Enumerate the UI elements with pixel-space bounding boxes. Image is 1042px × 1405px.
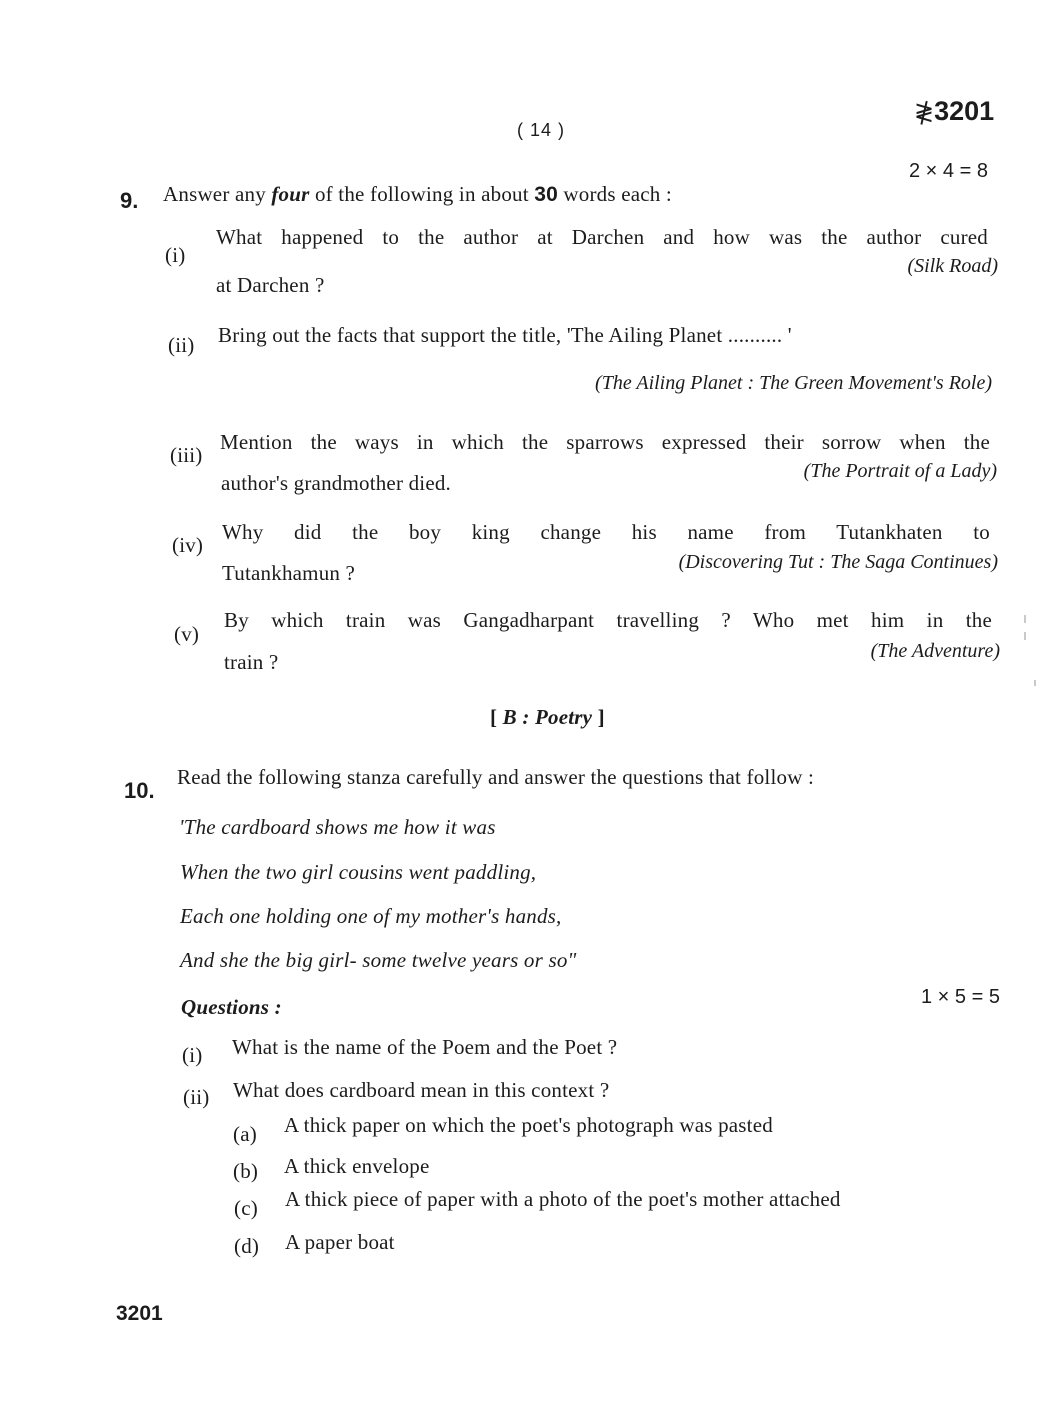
q9-item-3-num: (iii) bbox=[170, 443, 203, 467]
section-b-title: : Poetry bbox=[516, 705, 593, 729]
q9-item-1-source: (Silk Road) bbox=[907, 255, 998, 277]
q9-item-4-source: (Discovering Tut : The Saga Continues) bbox=[678, 551, 998, 573]
q9-instruction-post: words each : bbox=[557, 182, 672, 206]
option-b-label: (b) bbox=[233, 1159, 259, 1183]
q9-item-3-source: (The Portrait of a Lady) bbox=[803, 460, 997, 482]
paper-code: 3201 bbox=[934, 96, 995, 126]
q9-item-5-num: (v) bbox=[174, 622, 200, 646]
q10-number: 10. bbox=[124, 778, 155, 803]
option-b-text: A thick envelope bbox=[284, 1154, 430, 1178]
q9-item-2-line1: Bring out the facts that support the title, 'The Ailing Planet .......... ' bbox=[218, 323, 792, 347]
q9-instruction-num: 30 bbox=[534, 183, 558, 206]
q9-instruction-bold: four bbox=[271, 182, 310, 206]
q9-item-5-line1: By which train was Gangadharpant travelling ? Who met him in the bbox=[224, 608, 992, 632]
questions-label: Questions : bbox=[181, 995, 282, 1019]
scan-speck bbox=[1024, 632, 1026, 640]
q9-item-3-line2: author's grandmother died. bbox=[221, 471, 452, 495]
q9-item-1-line1: What happened to the author at Darchen and how was the author cured bbox=[216, 225, 988, 249]
q9-instruction bbox=[163, 182, 672, 207]
stanza-line-2: When the two girl cousins went paddling, bbox=[180, 860, 537, 884]
option-c-text: A thick piece of paper with a photo of the poet's mother attached bbox=[285, 1187, 841, 1211]
section-b-letter: B bbox=[502, 705, 517, 729]
paper-code-header bbox=[914, 96, 994, 127]
option-a-text: A thick paper on which the poet's photograph was pasted bbox=[284, 1113, 773, 1137]
q10-instruction: Read the following stanza carefully and answer the questions that follow : bbox=[177, 765, 815, 789]
q9-item-5-source: (The Adventure) bbox=[870, 640, 1000, 662]
section-b-open: [ bbox=[490, 705, 503, 729]
paper-code-mark: ≹ bbox=[914, 99, 935, 126]
q9-item-1-num: (i) bbox=[165, 243, 186, 267]
q9-item-4-line1: Why did the boy king change his name from Tutankhaten to bbox=[222, 520, 990, 544]
section-b-close: ] bbox=[592, 705, 605, 729]
q10-question-2-num: (ii) bbox=[183, 1085, 210, 1109]
page-number: ( 14 ) bbox=[517, 120, 566, 140]
q9-item-1-line2: at Darchen ? bbox=[216, 273, 325, 297]
q9-item-4-line2: Tutankhamun ? bbox=[222, 561, 356, 585]
q9-item-5-line2: train ? bbox=[224, 650, 279, 674]
stanza-line-3: Each one holding one of my mother's hands, bbox=[180, 904, 562, 928]
q9-item-3-line1: Mention the ways in which the sparrows expressed their sorrow when the bbox=[220, 430, 990, 454]
q9-instruction-pre: Answer any bbox=[163, 182, 272, 206]
q10-marks: 1 × 5 = 5 bbox=[921, 986, 1000, 1008]
option-d-text: A paper boat bbox=[285, 1230, 395, 1254]
q10-question-2-text: What does cardboard mean in this context ? bbox=[233, 1078, 610, 1102]
stanza-line-4: And she the big girl- some twelve years or so" bbox=[180, 948, 577, 972]
q9-marks: 2 × 4 = 8 bbox=[909, 160, 988, 182]
section-b-heading bbox=[490, 705, 605, 730]
scan-speck bbox=[1024, 615, 1026, 623]
option-c-label: (c) bbox=[234, 1196, 258, 1220]
option-d-label: (d) bbox=[234, 1234, 260, 1258]
q9-instruction-mid: of the following in about bbox=[309, 182, 535, 206]
option-a-label: (a) bbox=[233, 1122, 257, 1146]
q9-number: 9. bbox=[120, 188, 139, 213]
q9-item-2-source: (The Ailing Planet : The Green Movement's Role) bbox=[595, 372, 992, 394]
q9-item-4-num: (iv) bbox=[172, 533, 204, 557]
scan-speck bbox=[1034, 680, 1036, 686]
stanza-line-1: 'The cardboard shows me how it was bbox=[179, 815, 496, 839]
q10-question-1-num: (i) bbox=[182, 1043, 203, 1067]
footer-code: 3201 bbox=[116, 1302, 163, 1325]
q10-question-1-text: What is the name of the Poem and the Poet ? bbox=[232, 1035, 618, 1059]
q9-item-2-num: (ii) bbox=[168, 333, 195, 357]
